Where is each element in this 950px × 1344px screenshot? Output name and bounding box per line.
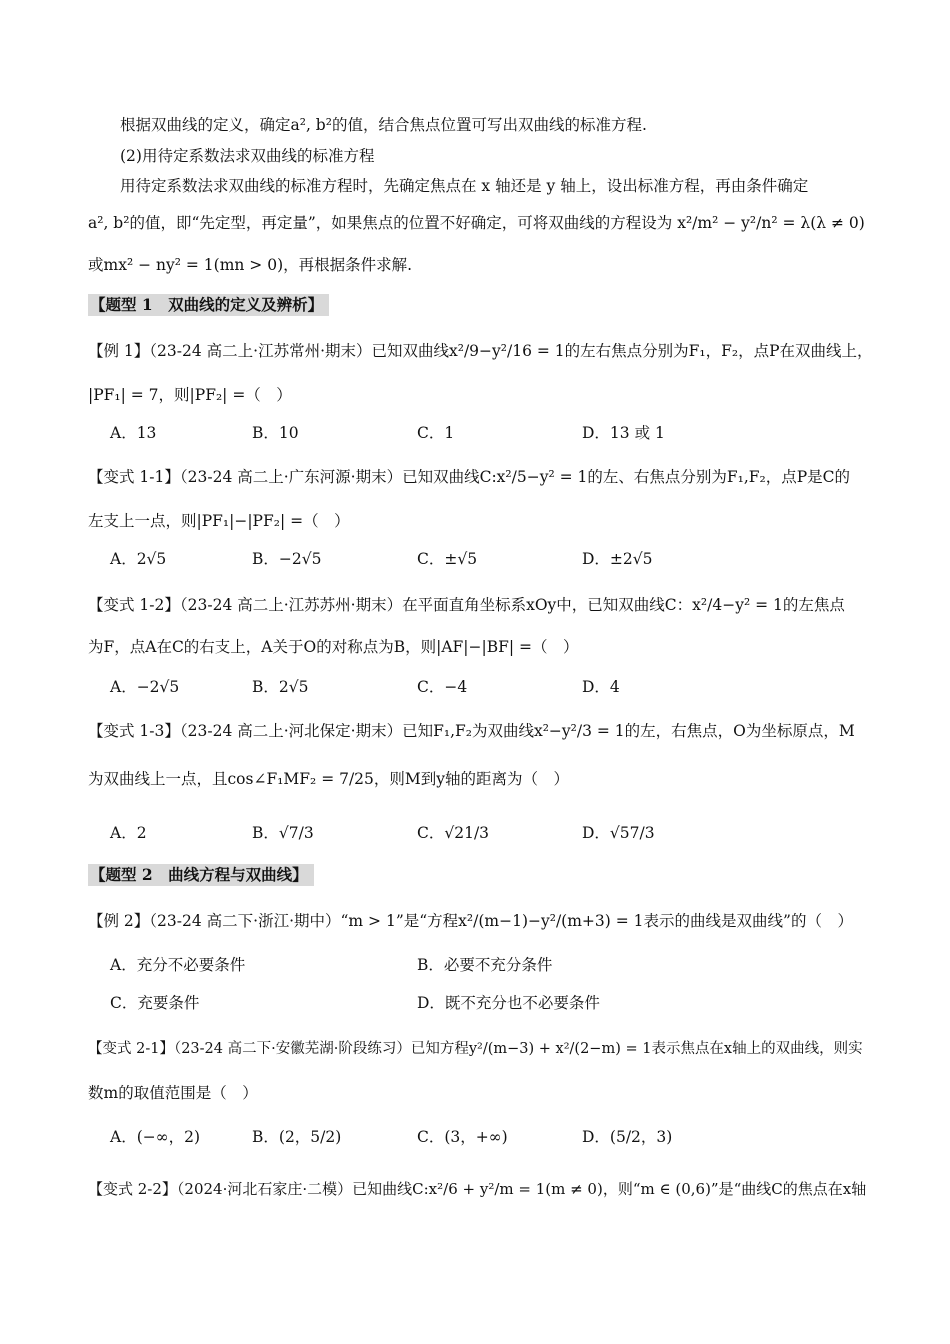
variant-1-1-option-b: B．−2√5 (252, 550, 322, 568)
example-1-option-b: B．10 (252, 424, 299, 442)
example-2-option-a: A．充分不必要条件 (110, 956, 246, 974)
example-2-option-b: B．必要不充分条件 (417, 956, 553, 974)
variant-1-1-option-a: A．2√5 (110, 550, 167, 568)
intro-line-4: a², b²的值，即“先定型，再定量”，如果焦点的位置不好确定，可将双曲线的方程设为 x²/m² − y²/n² = λ(λ ≠ 0) (88, 214, 865, 232)
example-1-line-1: 【例 1】（23-24 高二上·江苏常州·期末）已知双曲线x²/9−y²/16 = 1的左右焦点分别为F₁，F₂，点P在双曲线上， (88, 342, 873, 360)
variant-1-2-line-2: 为F，点A在C的右支上，A关于O的对称点为B，则|AF|−|BF| =（ ） (88, 638, 579, 656)
example-1-option-d: D．13 或 1 (582, 424, 665, 442)
variant-2-1-option-d: D．(5/2，3) (582, 1128, 673, 1146)
variant-1-2-option-b: B．2√5 (252, 678, 309, 696)
variant-2-1-option-a: A．(−∞，2) (110, 1128, 201, 1146)
variant-1-3-option-c: C．√21/3 (417, 824, 490, 842)
variant-1-3-line-1: 【变式 1-3】（23-24 高二上·河北保定·期末）已知F₁,F₂为双曲线x²−y²/3 = 1的左，右焦点，O为坐标原点，M (88, 722, 855, 740)
variant-1-3-option-a: A．2 (110, 824, 147, 842)
variant-1-2-option-c: C．−4 (417, 678, 468, 696)
example-1-line-2: |PF₁| = 7，则|PF₂| =（ ） (88, 386, 292, 404)
variant-1-3-option-d: D．√57/3 (582, 824, 655, 842)
variant-2-1-option-b: B．(2，5/2) (252, 1128, 342, 1146)
example-1-option-c: C．1 (417, 424, 455, 442)
example-1-option-a: A．13 (110, 424, 157, 442)
variant-1-1-option-c: C．±√5 (417, 550, 478, 568)
example-2-line-1: 【例 2】（23-24 高二下·浙江·期中）“m > 1”是“方程x²/(m−1)−y²/(m+3) = 1表示的曲线是双曲线”的（ ） (88, 912, 853, 930)
intro-line-5: 或mx² − ny² = 1(mn > 0)，再根据条件求解. (88, 256, 413, 274)
variant-1-2-option-a: A．−2√5 (110, 678, 180, 696)
variant-2-2-line-1: 【变式 2-2】（2024·河北石家庄·二模）已知曲线C:x²/6 + y²/m = 1(m ≠ 0)，则“m ∈ (0,6)”是“曲线C的焦点在x轴 (88, 1180, 867, 1198)
intro-line-2: (2)用待定系数法求双曲线的标准方程 (120, 147, 375, 165)
example-2-option-d: D．既不充分也不必要条件 (417, 994, 600, 1012)
example-2-option-c: C．充要条件 (110, 994, 200, 1012)
section-1-header: 【题型 1 双曲线的定义及辨析】 (88, 294, 329, 316)
intro-line-3: 用待定系数法求双曲线的标准方程时，先确定焦点在 x 轴还是 y 轴上，设出标准方程，再由条件确定 (120, 177, 809, 195)
variant-2-1-line-2: 数m的取值范围是（ ） (88, 1084, 258, 1102)
section-2-header: 【题型 2 曲线方程与双曲线】 (88, 864, 314, 886)
variant-2-1-option-c: C．(3，+∞) (417, 1128, 508, 1146)
variant-1-1-line-1: 【变式 1-1】（23-24 高二上·广东河源·期末）已知双曲线C:x²/5−y² = 1的左、右焦点分别为F₁,F₂，点P是C的 (88, 468, 851, 486)
variant-1-2-option-d: D．4 (582, 678, 620, 696)
variant-1-1-line-2: 左支上一点，则|PF₁|−|PF₂| =（ ） (88, 512, 350, 530)
variant-2-1-line-1: 【变式 2-1】（23-24 高二下·安徽芜湖·阶段练习）已知方程y²/(m−3) + x²/(2−m) = 1表示焦点在x轴上的双曲线，则实 (88, 1041, 863, 1057)
variant-1-3-line-2: 为双曲线上一点，且cos∠F₁MF₂ = 7/25，则M到y轴的距离为（ ） (88, 770, 570, 788)
variant-1-2-line-1: 【变式 1-2】（23-24 高二上·江苏苏州·期末）在平面直角坐标系xOy中，已知双曲线C：x²/4−y² = 1的左焦点 (88, 596, 845, 614)
intro-line-1: 根据双曲线的定义，确定a², b²的值，结合焦点位置可写出双曲线的标准方程. (120, 116, 647, 134)
variant-1-3-option-b: B．√7/3 (252, 824, 314, 842)
variant-1-1-option-d: D．±2√5 (582, 550, 653, 568)
